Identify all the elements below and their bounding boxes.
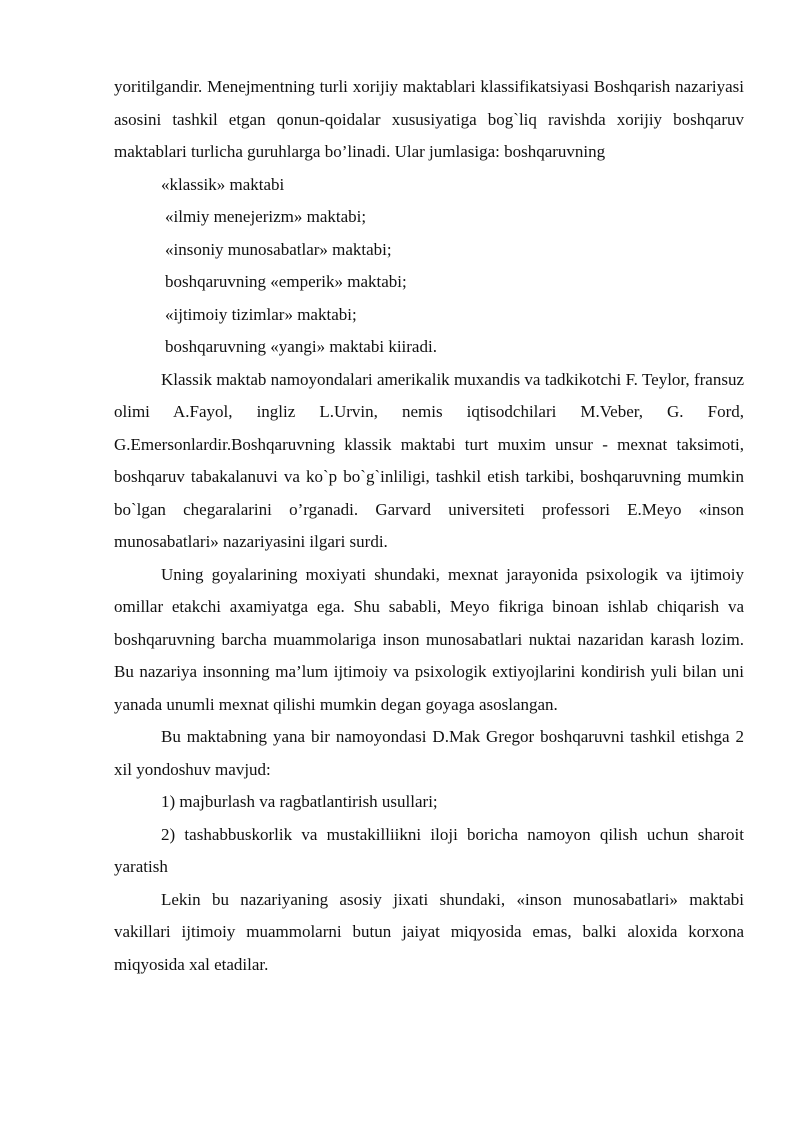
list-item-emperik: boshqaruvning «emperik» maktabi; <box>165 272 407 291</box>
school-list <box>114 169 744 364</box>
list-item-ijtimoiy-tizimlar: «ijtimoiy tizimlar» maktabi; <box>165 304 357 324</box>
paragraph-conclusion: Lekin bu nazariyaning asosiy jixati shundaki, «inson munosabatlari» maktabi vakillari ijtimoiy muammolarni butun jaiyat miqyosida emas, balki aloxida korxona miqyosida xal etadilar. <box>114 889 744 974</box>
numbered-item-1: 1) majburlash va ragbatlantirish usullari; <box>161 792 438 811</box>
paragraph-klassik-maktab: Klassik maktab namoyondalari amerikalik muxandis va tadkikotchi F. Teylor, fransuz olimi A.Fayol, ingliz L.Urvin, nemis iqtisodchilari M.Veber, G. Ford, G.Emersonlardir.Boshqaruvning klassik maktabi turt muxim unsur - mexnat taksimoti, boshqaruv tabakalanuvi va ko`p bo`g`inliligi, tashkil etish tarkibi, boshqaruvning mumkin bo`lgan chegaralarini o’rganadi. Garvard universiteti professori E.Meyo «inson munosabatlari» nazariyasini ilgari surdi. <box>114 369 744 551</box>
intro-paragraph: yoritilgandir. Menejmentning turli xorijiy maktablari klassifikatsiyasi Boshqarish nazariyasi asosini tashkil etgan qonun-qoidalar xususiyatiga bog`liq ravishda xorijiy boshqaruv maktablari turlicha guruhlarga bo’linadi. Ular jumlasiga: boshqaruvning <box>114 77 744 161</box>
list-item-yangi: boshqaruvning «yangi» maktabi kiiradi. <box>165 337 437 356</box>
list-item-klassik: «klassik» maktabi <box>161 174 285 194</box>
paragraph-mak-gregor: Bu maktabning yana bir namoyondasi D.Mak Gregor boshqaruvni tashkil etishga 2 xil yondoshuv mavjud: <box>114 727 744 779</box>
paragraph-meyo-goyalari: Uning goyalarining moxiyati shundaki, mexnat jarayonida psixologik va ijtimoiy omillar etakchi axamiyatga ega. Shu sababli, Meyo fikriga binoan ishlab chiqarish va boshqaruvning barcha muammolariga inson munosabatlari nuktai nazaridan karash lozim. Bu nazariya insonning ma’lum ijtimoiy va psixologik extiyojlarini kondirish yuli bilan uni yanada unumli mexnat qilishi mumkin degan goyaga asoslangan. <box>114 564 744 714</box>
list-item-ilmiy-menejerizm: «ilmiy menejerizm» maktabi; <box>165 207 367 226</box>
document-body <box>114 71 744 981</box>
numbered-item-2: 2) tashabbuskorlik va mustakilliikni iloji boricha namoyon qilish uchun sharoit yaratish <box>114 824 744 876</box>
list-item-insoniy-munosabatlar: «insoniy munosabatlar» maktabi; <box>165 239 392 259</box>
